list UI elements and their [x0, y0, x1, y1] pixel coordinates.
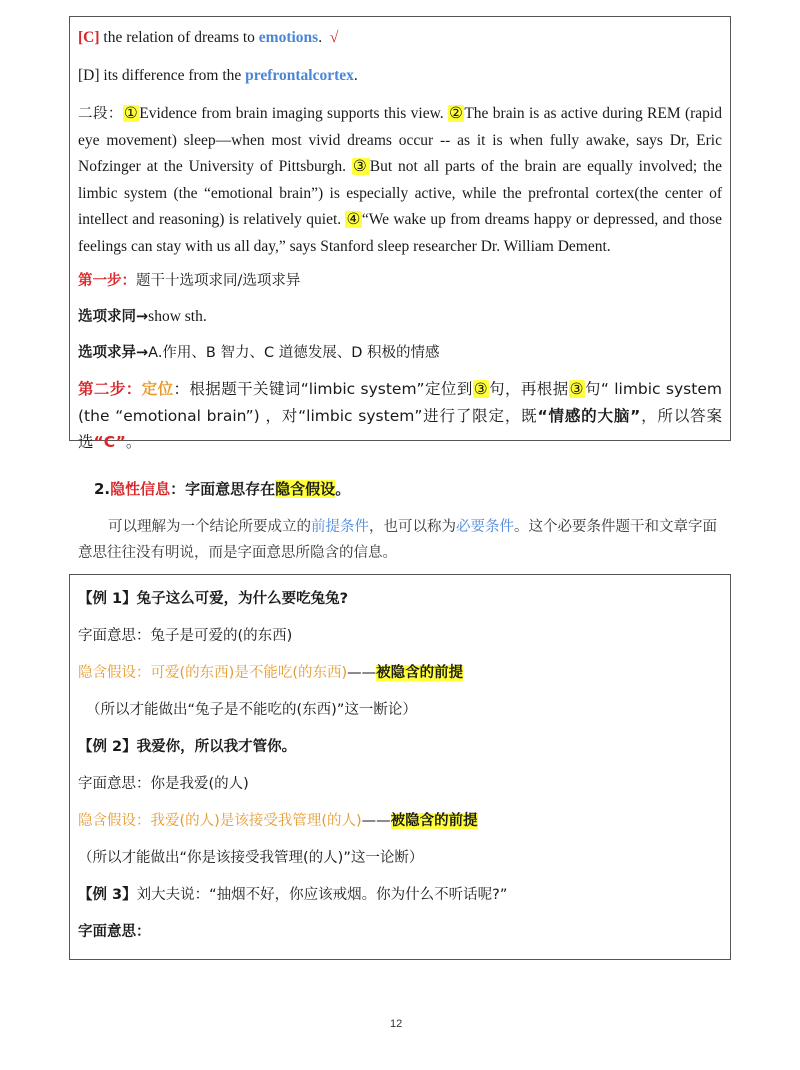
step-2-marker-1: ③	[473, 380, 489, 398]
example-3-title: 【例 3】刘大夫说：“抽烟不好，你应该戒烟。你为什么不听话呢?”	[78, 887, 508, 903]
page-number: 12	[390, 1018, 403, 1030]
example-2-assumption: 隐含假设：我爱(的人)是该接受我管理(的人)——被隐含的前提	[78, 813, 478, 829]
passage-paragraph: 二段：①Evidence from brain imaging supports this view. ②The brain is as active during REM (rapid eye movement) sleep—when most vivid dreams occur -- as it is when fully awake, says Dr, Eric Nofzinger at the University of Pittsburgh. ③But not all parts of the brain are equally involved; the limbic system (the “emotional brain”) is especially active, while the prefrontal cortex(the center of intellect and reasoning) is relatively quiet. ④“We wake up from dreams happy or depressed, and those feelings can stay with us all day,” says Stanford sleep researcher Dr. William Dement.	[78, 105, 722, 255]
sentence-3-marker: ③	[352, 158, 369, 175]
options-different: 选项求异→A.作用、B 智力、C 道德发展、D 积极的情感	[78, 345, 440, 361]
answer: “C”	[93, 433, 126, 451]
example-2-note: （所以才能做出“你是该接受我管理(的人)”这一论断）	[78, 850, 424, 866]
step-1: 第一步：题干十选项求同/选项求异	[78, 273, 301, 289]
analysis-box	[69, 16, 731, 451]
sentence-1-marker: ①	[123, 105, 139, 122]
keyword-necessary: 必要条件	[456, 519, 514, 535]
option-c-label: [C]	[78, 29, 100, 46]
check-mark-icon: √	[329, 29, 339, 46]
example-2-title: 【例 2】我爱你，所以我才管你。	[78, 739, 297, 755]
examples-box	[69, 574, 731, 960]
step-1-label: 第一步：	[78, 273, 136, 289]
option-d-keyword: prefrontalcortex	[245, 67, 354, 84]
example-1-assumption: 隐含假设：可爱(的东西)是不能吃(的东西)——被隐含的前提	[78, 665, 464, 681]
step-2: 第二步：定位：根据题干关键词“limbic system”定位到③句，再根据③句“ limbic system (the “emotional brain”) ，对“limbic system”进行了限定，既“情感的大脑”，所以答案选“C”。	[78, 380, 722, 451]
keyword-premise: 前提条件	[311, 519, 369, 535]
step-2-marker-2: ③	[569, 380, 584, 398]
sentence-2-marker: ②	[448, 105, 464, 122]
section-intro: 可以理解为一个结论所要成立的前提条件，也可以称为必要条件。这个必要条件题干和文章字面意思往往没有明说，而是字面意思所隐含的信息。	[78, 519, 717, 561]
step-2-label: 第二步：	[78, 380, 142, 398]
example-1-literal: 字面意思：兔子是可爱的(的东西)	[78, 628, 293, 644]
option-d: [D] its difference from the prefrontalcortex.	[78, 67, 358, 84]
sentence-4-marker: ④	[346, 211, 361, 228]
example-3-literal: 字面意思：	[78, 924, 151, 940]
paragraph-label: 二段：	[78, 106, 123, 122]
example-1-title: 【例 1】兔子这么可爱，为什么要吃兔兔?	[78, 591, 349, 607]
option-c-keyword: emotions	[258, 29, 319, 46]
options-same: 选项求同→show sth.	[78, 308, 207, 325]
section-title: 2.隐性信息：字面意思存在隐含假设。	[94, 480, 351, 498]
option-c: [C] the relation of dreams to emotions. √	[78, 29, 339, 46]
option-d-label: [D]	[78, 67, 100, 84]
example-2-literal: 字面意思：你是我爱(的人)	[78, 776, 249, 792]
example-1-note: （所以才能做出“兔子是不能吃的(东西)”这一断论）	[86, 702, 417, 718]
